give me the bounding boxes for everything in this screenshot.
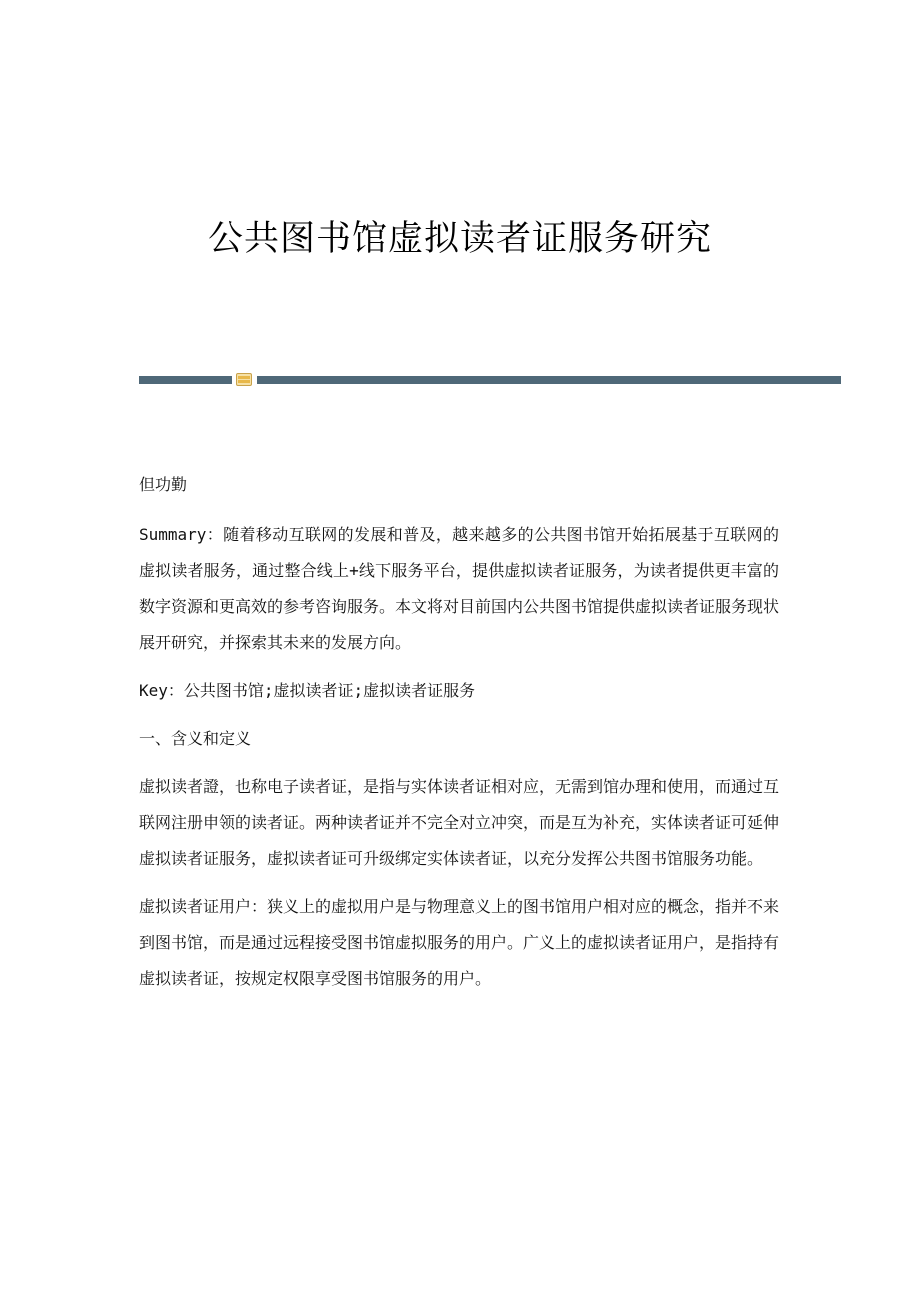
divider-bar-left xyxy=(139,376,232,384)
body-paragraph: 虚拟读者證，也称电子读者证，是指与实体读者证相对应，无需到馆办理和使用，而通过互联网注册申领的读者证。两种读者证并不完全对立冲突，而是互为补充，实体读者证可延伸虚拟读者证服务，虚拟读者证可升级绑定实体读者证，以充分发挥公共图书馆服务功能。 xyxy=(139,777,780,868)
body-paragraph: 虚拟读者证用户：狭义上的虚拟用户是与物理意义上的图书馆用户相对应的概念，指并不来到图书馆，而是通过远程接受图书馆虚拟服务的用户。广义上的虚拟读者证用户，是指持有虚拟读者证，按规定权限享受图书馆服务的用户。 xyxy=(139,897,780,988)
document-body xyxy=(139,467,779,1009)
author-name: 但功勤 xyxy=(139,475,188,494)
keywords-paragraph: Key：公共图书馆;虚拟读者证;虚拟读者证服务 xyxy=(139,681,476,700)
title-divider xyxy=(139,372,841,386)
section-heading: 一、含义和定义 xyxy=(139,729,252,748)
book-emblem-icon xyxy=(236,373,252,386)
divider-bar-right xyxy=(257,376,841,384)
summary-paragraph: Summary：随着移动互联网的发展和普及，越来越多的公共图书馆开始拓展基于互联网的虚拟读者服务，通过整合线上+线下服务平台，提供虚拟读者证服务，为读者提供更丰富的数字资源和更高效的参考咨询服务。本文将对目前国内公共图书馆提供虚拟读者证服务现状展开研究，并探索其未来的发展方向。 xyxy=(139,525,780,652)
document-title: 公共图书馆虚拟读者证服务研究 xyxy=(207,219,712,259)
